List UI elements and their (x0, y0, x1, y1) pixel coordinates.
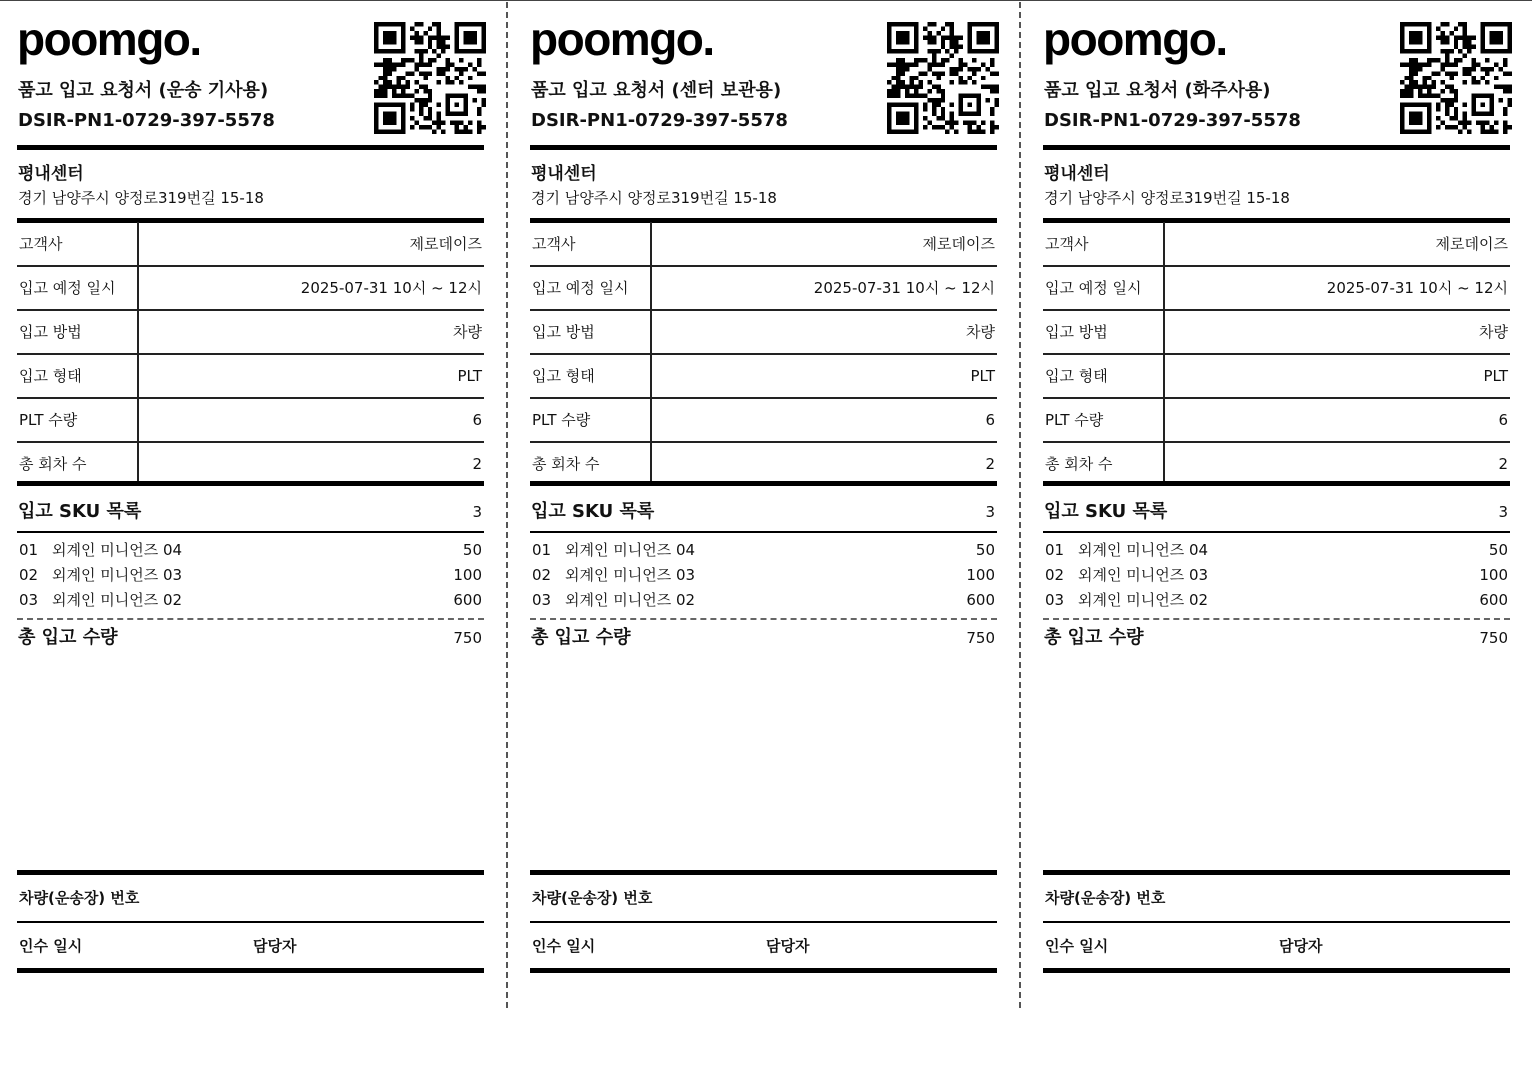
info-label: 총 회차 수 (1045, 455, 1113, 473)
signature-divider (1043, 921, 1510, 923)
sku-count: 3 (985, 503, 995, 521)
table-bottom-border (17, 481, 484, 486)
info-row-method (1043, 311, 1510, 355)
info-value: PLT (970, 367, 995, 385)
cut-line (506, 2, 508, 1008)
signature-top-border (1043, 870, 1510, 875)
info-value: 2025-07-31 10시 ~ 12시 (300, 279, 482, 297)
sku-number: 03 (1045, 591, 1065, 609)
info-value: 6 (472, 411, 482, 429)
signature-top-border (530, 870, 997, 875)
sku-list (1043, 538, 1510, 613)
list-item (1043, 538, 1510, 563)
sku-name: 외계인 미니언즈 04 (52, 541, 183, 559)
info-value: 6 (1498, 411, 1508, 429)
total-quantity-value: 750 (1479, 629, 1508, 647)
center-name: 평내센터 (531, 164, 597, 184)
info-row-plt-quantity (530, 399, 997, 443)
center-address: 경기 남양주시 양정로319번길 15-18 (531, 189, 777, 207)
sku-name: 외계인 미니언즈 04 (565, 541, 696, 559)
info-value: 2 (985, 455, 995, 473)
info-row-trip-count (530, 443, 997, 485)
info-label: 입고 예정 일시 (19, 279, 116, 297)
info-value: 2025-07-31 10시 ~ 12시 (813, 279, 995, 297)
sku-name: 외계인 미니언즈 03 (1078, 566, 1209, 584)
info-value: 2 (1498, 455, 1508, 473)
sku-number: 02 (19, 566, 39, 584)
sku-quantity: 600 (966, 591, 995, 609)
info-label: 입고 방법 (1045, 323, 1108, 341)
sku-number: 01 (532, 541, 552, 559)
info-value: 제로데이즈 (409, 235, 482, 253)
info-value: 제로데이즈 (1435, 235, 1508, 253)
info-value: 차량 (966, 323, 995, 341)
info-row-plt-quantity (17, 399, 484, 443)
total-divider (530, 618, 997, 620)
sku-divider (17, 531, 484, 533)
info-label: 입고 방법 (19, 323, 82, 341)
sku-quantity: 100 (966, 566, 995, 584)
info-row-method (530, 311, 997, 355)
list-item (17, 588, 484, 613)
receipt-copy-1 (17, 0, 484, 1000)
sku-quantity: 50 (975, 541, 995, 559)
person-in-charge-label: 담당자 (253, 937, 297, 955)
info-label: 입고 방법 (532, 323, 595, 341)
sku-quantity: 50 (1488, 541, 1508, 559)
sku-list-title: 입고 SKU 목록 (18, 501, 142, 522)
sku-list (17, 538, 484, 613)
center-name: 평내센터 (1044, 164, 1110, 184)
center-address: 경기 남양주시 양정로319번길 15-18 (18, 189, 264, 207)
info-row-type (17, 355, 484, 399)
info-value: PLT (1483, 367, 1508, 385)
list-item (530, 538, 997, 563)
sku-name: 외계인 미니언즈 02 (52, 591, 183, 609)
info-label: 총 회차 수 (532, 455, 600, 473)
qr-code-icon (1400, 22, 1512, 134)
info-row-type (1043, 355, 1510, 399)
info-value: 제로데이즈 (922, 235, 995, 253)
signature-bottom-border (17, 968, 484, 973)
document-title: 품고 입고 요청서 (운송 기사용) (18, 80, 269, 101)
sku-number: 03 (19, 591, 39, 609)
person-in-charge-label: 담당자 (766, 937, 810, 955)
total-divider (1043, 618, 1510, 620)
info-table (17, 223, 484, 485)
total-quantity-value: 750 (453, 629, 482, 647)
table-bottom-border (530, 481, 997, 486)
sku-count: 3 (1498, 503, 1508, 521)
info-row-plt-quantity (1043, 399, 1510, 443)
sku-divider (1043, 531, 1510, 533)
document-title: 품고 입고 요청서 (센터 보관용) (531, 80, 782, 101)
list-item (1043, 588, 1510, 613)
sku-number: 02 (532, 566, 552, 584)
sku-list (530, 538, 997, 613)
document-id: DSIR-PN1-0729-397-5578 (531, 110, 788, 131)
document-title: 품고 입고 요청서 (화주사용) (1044, 80, 1271, 101)
list-item (530, 588, 997, 613)
info-label: PLT 수량 (532, 411, 591, 429)
info-label: 고객사 (19, 235, 63, 253)
sku-number: 02 (1045, 566, 1065, 584)
poomgo-logo: poomgo. (1043, 13, 1227, 65)
info-table (1043, 223, 1510, 485)
list-item (17, 563, 484, 588)
sku-count: 3 (472, 503, 482, 521)
total-quantity-label: 총 입고 수량 (531, 627, 631, 648)
center-address: 경기 남양주시 양정로319번길 15-18 (1044, 189, 1290, 207)
info-label: 입고 예정 일시 (532, 279, 629, 297)
signature-divider (530, 921, 997, 923)
received-date-label: 인수 일시 (1045, 937, 1109, 955)
info-row-customer (1043, 223, 1510, 267)
info-row-trip-count (1043, 443, 1510, 485)
info-row-type (530, 355, 997, 399)
table-bottom-border (1043, 481, 1510, 486)
info-value: 차량 (1479, 323, 1508, 341)
sku-name: 외계인 미니언즈 02 (1078, 591, 1209, 609)
sku-name: 외계인 미니언즈 04 (1078, 541, 1209, 559)
person-in-charge-label: 담당자 (1279, 937, 1323, 955)
sku-quantity: 50 (462, 541, 482, 559)
receipt-copy-2 (530, 0, 997, 1000)
info-row-scheduled-time (17, 267, 484, 311)
list-item (17, 538, 484, 563)
sku-number: 01 (19, 541, 39, 559)
signature-bottom-border (530, 968, 997, 973)
sku-quantity: 100 (453, 566, 482, 584)
received-date-label: 인수 일시 (532, 937, 596, 955)
sku-list-title: 입고 SKU 목록 (1044, 501, 1168, 522)
info-row-customer (530, 223, 997, 267)
sku-quantity: 600 (453, 591, 482, 609)
info-row-method (17, 311, 484, 355)
vehicle-number-label: 차량(운송장) 번호 (1045, 889, 1166, 907)
poomgo-logo: poomgo. (17, 13, 201, 65)
cut-line (1019, 2, 1021, 1008)
qr-code-icon (374, 22, 486, 134)
sku-name: 외계인 미니언즈 03 (52, 566, 183, 584)
total-quantity-label: 총 입고 수량 (18, 627, 118, 648)
qr-code-icon (887, 22, 999, 134)
info-value: 차량 (453, 323, 482, 341)
list-item (530, 563, 997, 588)
info-label: 입고 형태 (532, 367, 595, 385)
sku-name: 외계인 미니언즈 03 (565, 566, 696, 584)
sku-quantity: 600 (1479, 591, 1508, 609)
poomgo-logo: poomgo. (530, 13, 714, 65)
document-id: DSIR-PN1-0729-397-5578 (18, 110, 275, 131)
info-label: 고객사 (1045, 235, 1089, 253)
info-value: 6 (985, 411, 995, 429)
sku-number: 01 (1045, 541, 1065, 559)
total-quantity-label: 총 입고 수량 (1044, 627, 1144, 648)
info-value: 2025-07-31 10시 ~ 12시 (1326, 279, 1508, 297)
info-label: 총 회차 수 (19, 455, 87, 473)
received-date-label: 인수 일시 (19, 937, 83, 955)
info-label: PLT 수량 (1045, 411, 1104, 429)
info-value: 2 (472, 455, 482, 473)
info-value: PLT (457, 367, 482, 385)
info-label: 입고 예정 일시 (1045, 279, 1142, 297)
info-row-trip-count (17, 443, 484, 485)
info-table (530, 223, 997, 485)
signature-top-border (17, 870, 484, 875)
receipt-copy-3 (1043, 0, 1510, 1000)
info-label: 고객사 (532, 235, 576, 253)
sku-list-title: 입고 SKU 목록 (531, 501, 655, 522)
center-name: 평내센터 (18, 164, 84, 184)
header-divider (1043, 145, 1510, 150)
total-divider (17, 618, 484, 620)
info-row-customer (17, 223, 484, 267)
info-row-scheduled-time (530, 267, 997, 311)
info-label: 입고 형태 (19, 367, 82, 385)
sku-name: 외계인 미니언즈 02 (565, 591, 696, 609)
info-label: PLT 수량 (19, 411, 78, 429)
header-divider (17, 145, 484, 150)
list-item (1043, 563, 1510, 588)
vehicle-number-label: 차량(운송장) 번호 (532, 889, 653, 907)
signature-divider (17, 921, 484, 923)
sku-divider (530, 531, 997, 533)
signature-bottom-border (1043, 968, 1510, 973)
info-row-scheduled-time (1043, 267, 1510, 311)
document-id: DSIR-PN1-0729-397-5578 (1044, 110, 1301, 131)
info-label: 입고 형태 (1045, 367, 1108, 385)
sku-number: 03 (532, 591, 552, 609)
sku-quantity: 100 (1479, 566, 1508, 584)
header-divider (530, 145, 997, 150)
vehicle-number-label: 차량(운송장) 번호 (19, 889, 140, 907)
total-quantity-value: 750 (966, 629, 995, 647)
